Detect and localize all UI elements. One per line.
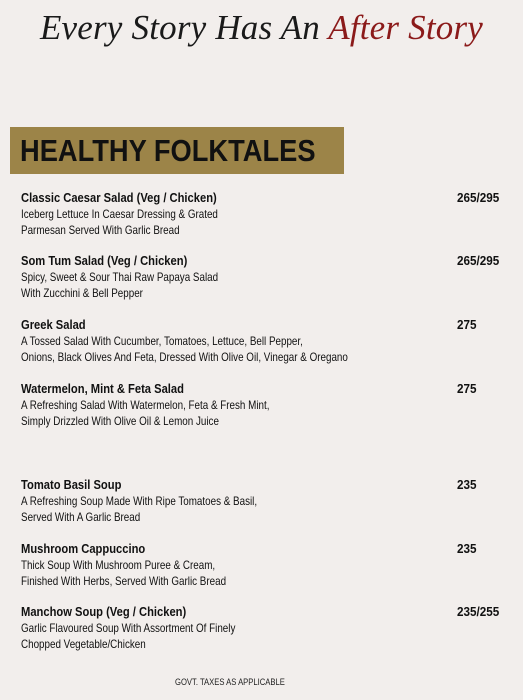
- menu-item-price: 235: [457, 477, 477, 492]
- menu-item-description: Thick Soup With Mushroom Puree & Cream,: [21, 558, 216, 572]
- section-title: HEALTHY FOLKTALES: [20, 133, 316, 168]
- menu-item-caesar-salad: [21, 190, 506, 238]
- menu-header-title: [0, 8, 523, 48]
- menu-item-price: 275: [457, 381, 477, 396]
- menu-item-som-tum-salad: [21, 253, 506, 301]
- menu-item-description: Onions, Black Olives And Feta, Dressed With Olive Oil, Vinegar & Oregano: [21, 350, 348, 364]
- menu-item-description: Iceberg Lettuce In Caesar Dressing & Grated: [21, 207, 218, 221]
- menu-item-price: 275: [457, 317, 477, 332]
- menu-item-description: Garlic Flavoured Soup With Assortment Of Finely: [21, 621, 236, 635]
- menu-item-name: Som Tum Salad (Veg / Chicken): [21, 253, 188, 268]
- menu-item-mushroom-cappuccino: [21, 541, 506, 589]
- menu-item-price: 265/295: [457, 190, 500, 205]
- menu-item-name: Mushroom Cappuccino: [21, 541, 146, 556]
- menu-item-name: Greek Salad: [21, 317, 86, 332]
- header-title-main: Every Story Has An: [39, 8, 329, 47]
- menu-item-watermelon-salad: [21, 381, 506, 429]
- menu-item-description: A Refreshing Soup Made With Ripe Tomatoes & Basil,: [21, 494, 258, 508]
- menu-item-description: Simply Drizzled With Olive Oil & Lemon Juice: [21, 414, 219, 428]
- menu-item-description: Served With A Garlic Bread: [21, 510, 141, 524]
- menu-item-name: Tomato Basil Soup: [21, 477, 122, 492]
- menu-item-description: Finished With Herbs, Served With Garlic Bread: [21, 574, 227, 588]
- menu-item-manchow-soup: [21, 604, 506, 652]
- menu-item-name: Manchow Soup (Veg / Chicken): [21, 604, 187, 619]
- menu-item-price: 235/255: [457, 604, 500, 619]
- menu-item-description: A Tossed Salad With Cucumber, Tomatoes, Lettuce, Bell Pepper,: [21, 334, 303, 348]
- menu-item-tomato-basil-soup: [21, 477, 506, 525]
- section-banner: [10, 127, 344, 174]
- header-title-accent: After Story: [328, 8, 484, 47]
- menu-item-name: Classic Caesar Salad (Veg / Chicken): [21, 190, 217, 205]
- menu-item-greek-salad: [21, 317, 506, 365]
- menu-item-description: With Zucchini & Bell Pepper: [21, 286, 143, 300]
- menu-item-description: Spicy, Sweet & Sour Thai Raw Papaya Salad: [21, 270, 219, 284]
- tax-footnote: GOVT. TAXES AS APPLICABLE: [175, 677, 285, 687]
- menu-item-description: A Refreshing Salad With Watermelon, Feta & Fresh Mint,: [21, 398, 270, 412]
- menu-item-description: Chopped Vegetable/Chicken: [21, 637, 146, 651]
- menu-item-price: 265/295: [457, 253, 500, 268]
- menu-item-price: 235: [457, 541, 477, 556]
- menu-item-name: Watermelon, Mint & Feta Salad: [21, 381, 184, 396]
- menu-item-description: Parmesan Served With Garlic Bread: [21, 223, 180, 237]
